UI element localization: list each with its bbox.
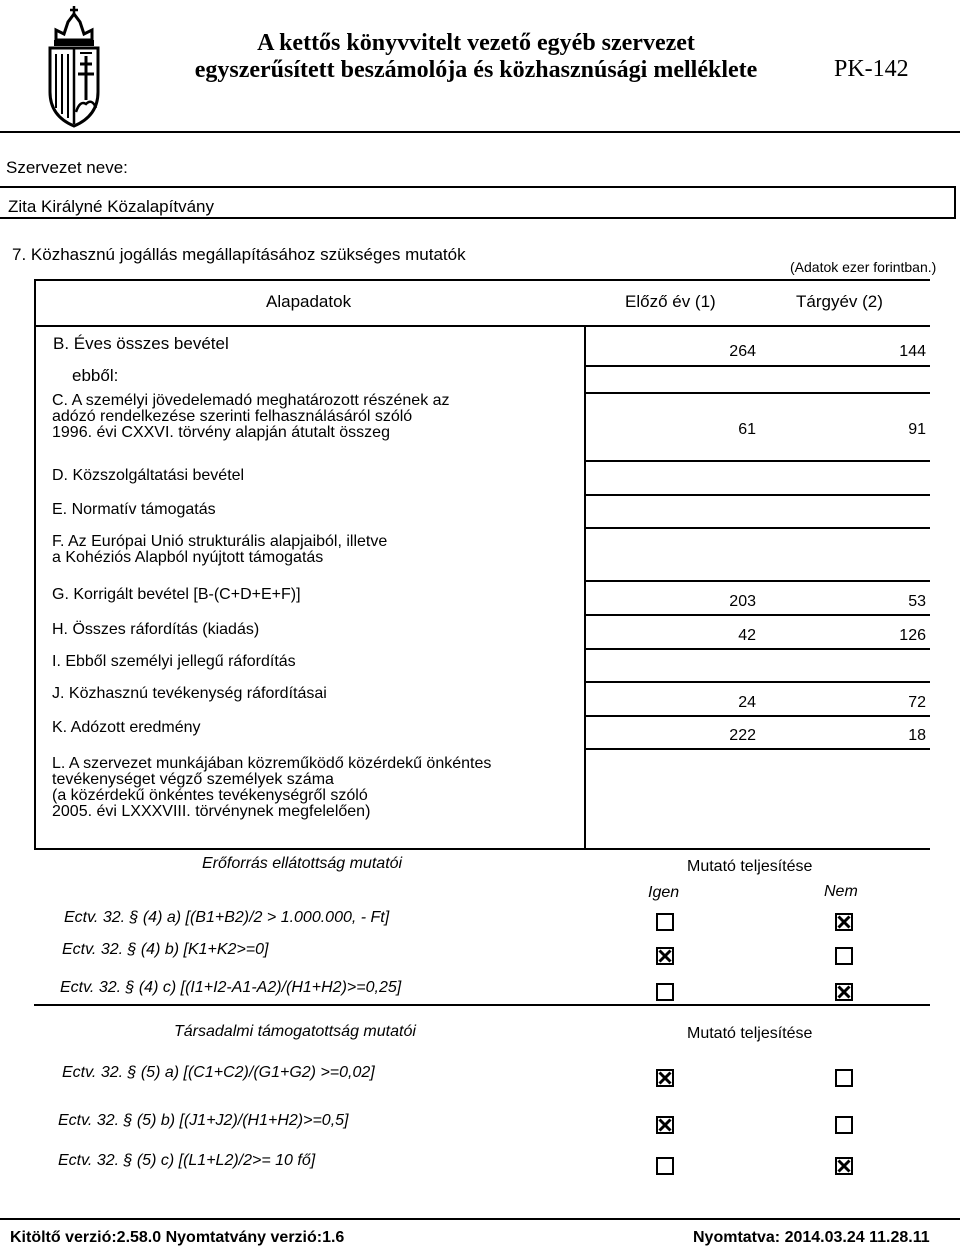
row-h-curr: 126	[899, 627, 926, 644]
social-1-no-checkbox[interactable]	[835, 1069, 853, 1087]
row-sep	[584, 715, 930, 717]
row-sep	[584, 648, 930, 650]
row-k-prev: 222	[729, 727, 756, 744]
header-divider	[0, 131, 960, 133]
indicator-separator	[34, 1004, 930, 1006]
row-sep	[584, 580, 930, 582]
header-row-border	[34, 325, 930, 327]
table-bottom-border	[34, 848, 930, 850]
hungarian-coat-of-arms-logo	[42, 4, 106, 130]
row-g-curr: 53	[908, 593, 926, 610]
row-c-prev: 61	[738, 421, 756, 438]
table-top-border	[34, 279, 930, 281]
row-g-label: G. Korrigált bevétel [B-(C+D+E+F)]	[52, 586, 301, 603]
col-header-curr: Tárgyév (2)	[796, 292, 883, 311]
row-k-curr: 18	[908, 727, 926, 744]
col-header-base: Alapadatok	[266, 292, 352, 311]
social-indicator-1-label: Ectv. 32. § (5) a) [(C1+C2)/(G1+G2) >=0,02]	[62, 1064, 375, 1081]
row-c-label-1: C. A személyi jövedelemadó meghatározott részének az	[52, 392, 450, 409]
section-title: 7. Közhasznú jogállás megállapításához szükséges mutatók	[12, 245, 466, 264]
row-f-label-2: a Kohéziós Alapból nyújtott támogatás	[52, 549, 324, 566]
row-d-label: D. Közszolgáltatási bevétel	[52, 467, 245, 484]
value-col-divider	[584, 325, 586, 850]
social-3-no-checkbox[interactable]	[835, 1157, 853, 1175]
footer-version: Kitöltő verzió:2.58.0 Nyomtatvány verzió:1.6	[10, 1229, 345, 1246]
resource-indicator-1-label: Ectv. 32. § (4) a) [(B1+B2)/2 > 1.000.000, - Ft]	[64, 909, 390, 926]
col-header-prev: Előző év (1)	[625, 292, 716, 311]
resource-1-no-checkbox[interactable]	[835, 913, 853, 931]
no-label: Nem	[824, 883, 858, 900]
row-l-label-4: 2005. évi LXXXVIII. törvénynek megfelelően)	[52, 803, 371, 820]
resource-3-yes-checkbox[interactable]	[656, 983, 674, 1001]
row-k-label: K. Adózott eredmény	[52, 719, 201, 736]
social-indicator-2-label: Ectv. 32. § (5) b) [(J1+J2)/(H1+H2)>=0,5]	[58, 1112, 349, 1129]
resource-3-no-checkbox[interactable]	[835, 983, 853, 1001]
row-c-label-3: 1996. évi CXXVI. törvény alapján átutalt összeg	[52, 424, 390, 441]
row-sep	[584, 614, 930, 616]
social-3-yes-checkbox[interactable]	[656, 1157, 674, 1175]
row-sep	[584, 494, 930, 496]
row-j-curr: 72	[908, 694, 926, 711]
row-sep	[584, 681, 930, 683]
row-b-prev: 264	[729, 343, 756, 360]
org-name-value: Zita Királyné Közalapítvány	[8, 197, 214, 216]
resource-indicator-3-label: Ectv. 32. § (4) c) [(I1+I2-A1-A2)/(H1+H2)>=0,25]	[60, 979, 402, 996]
yes-label: Igen	[648, 884, 680, 901]
resource-2-yes-checkbox[interactable]	[656, 947, 674, 965]
resources-title: Erőforrás ellátottság mutatói	[202, 855, 403, 872]
row-h-label: H. Összes ráfordítás (kiadás)	[52, 621, 260, 638]
row-b-curr: 144	[899, 343, 926, 360]
resource-2-no-checkbox[interactable]	[835, 947, 853, 965]
fulfil-title: Mutató teljesítése	[687, 858, 813, 875]
social-fulfil-title: Mutató teljesítése	[687, 1025, 813, 1042]
row-sep	[584, 460, 930, 462]
row-sep	[584, 748, 930, 750]
org-name-label: Szervezet neve:	[6, 158, 128, 177]
row-l-label-3: (a közérdekű önkéntes tevékenységről szóló	[52, 787, 368, 804]
row-l-label-1: L. A szervezet munkájában közreműködő közérdekű önkéntes	[52, 755, 492, 772]
row-b-label: B. Éves összes bevétel	[53, 334, 229, 353]
form-title-line1: A kettős könyvvitelt vezető egyéb szervezet	[257, 30, 695, 56]
resource-indicator-2-label: Ectv. 32. § (4) b) [K1+K2>=0]	[62, 941, 269, 958]
footer-printed: Nyomtatva: 2014.03.24 11.28.11	[693, 1229, 930, 1246]
social-2-no-checkbox[interactable]	[835, 1116, 853, 1134]
row-g-prev: 203	[729, 593, 756, 610]
resource-1-yes-checkbox[interactable]	[656, 913, 674, 931]
row-h-prev: 42	[738, 627, 756, 644]
row-l-label-2: tevékenységet végző személyek száma	[52, 771, 334, 788]
footer-divider	[0, 1218, 960, 1220]
social-1-yes-checkbox[interactable]	[656, 1069, 674, 1087]
row-i-label: I. Ebből személyi jellegű ráfordítás	[52, 653, 296, 670]
social-title: Társadalmi támogatottság mutatói	[174, 1023, 416, 1040]
row-c-label-2: adózó rendelkezése szerinti felhasználásáról szóló	[52, 408, 413, 425]
row-e-label: E. Normatív támogatás	[52, 501, 216, 518]
form-code: PK-142	[834, 56, 909, 82]
table-left-border	[34, 279, 36, 850]
row-j-label: J. Közhasznú tevékenység ráfordításai	[52, 685, 327, 702]
unit-note: (Adatok ezer forintban.)	[790, 259, 937, 275]
row-c-curr: 91	[908, 421, 926, 438]
row-f-label-1: F. Az Európai Unió strukturális alapjaiból, illetve	[52, 533, 388, 550]
form-title-line2: egyszerűsített beszámolója és közhasznúsági melléklete	[194, 57, 758, 83]
row-j-prev: 24	[738, 694, 756, 711]
row-ebbol-label: ebből:	[72, 366, 119, 385]
social-indicator-3-label: Ectv. 32. § (5) c) [(L1+L2)/2>= 10 fő]	[58, 1152, 316, 1169]
social-2-yes-checkbox[interactable]	[656, 1116, 674, 1134]
row-sep	[584, 365, 930, 367]
row-sep	[584, 392, 930, 394]
row-sep	[584, 527, 930, 529]
